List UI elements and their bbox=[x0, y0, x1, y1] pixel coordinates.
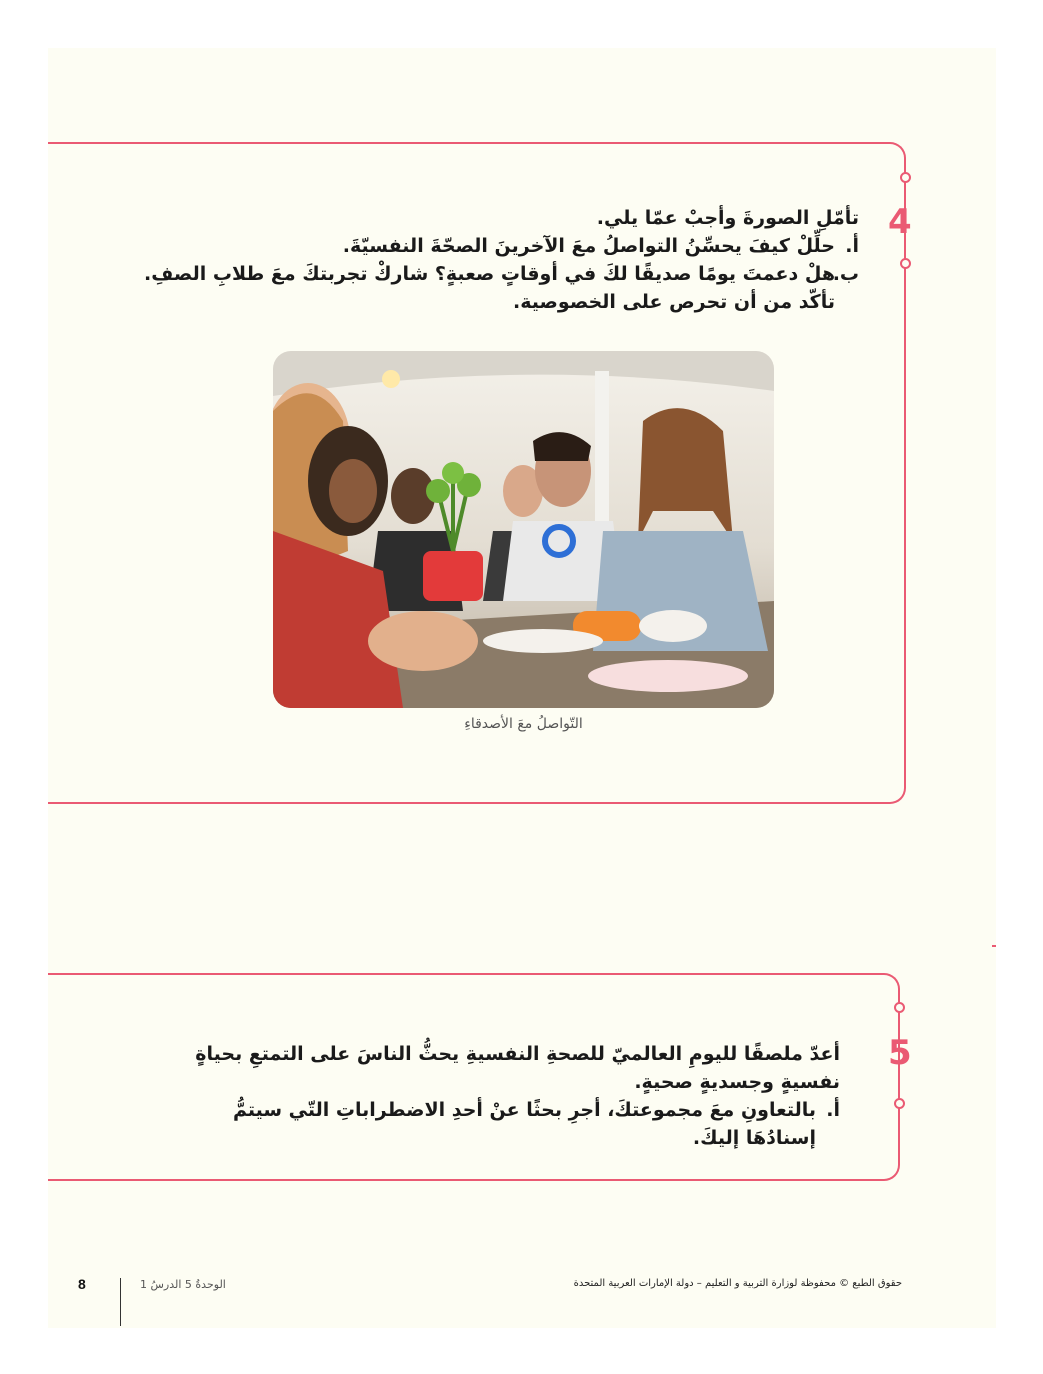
item-text: بالتعاونِ معَ مجموعتكَ، أجرِ بحثًا عنْ أحدِ الاضطراباتِ التّي سيتمُّ إسنادُهَا إليكَ. bbox=[232, 1099, 816, 1149]
question-item bbox=[143, 232, 859, 260]
question-number: 4 bbox=[888, 202, 912, 242]
frame-knob bbox=[894, 1002, 905, 1013]
item-marker: ب. bbox=[832, 263, 859, 285]
footer-divider bbox=[120, 1278, 121, 1326]
page-number: 8 bbox=[78, 1276, 86, 1292]
item-text: هلْ دعمتَ يومًا صديقًا لكَ في أوقاتٍ صعبةٍ؟ شاركْ تجربتكَ معَ طلابِ الصفِ. تأكّد من أن تحرص على الخصوصية. bbox=[144, 263, 835, 313]
item-marker: أ. bbox=[826, 1099, 840, 1121]
photo-caption: التّواصلُ معَ الأصدقاءِ bbox=[464, 716, 583, 732]
page bbox=[48, 48, 996, 1328]
question-number: 5 bbox=[888, 1033, 912, 1073]
question-prompt: تأمّلِ الصورةَ وأجبْ عمّا يلي. bbox=[596, 207, 859, 229]
question-item bbox=[188, 1096, 840, 1152]
question-4-text bbox=[143, 204, 859, 316]
footer-lesson: الوحدةُ 5 الدرسُ 1 bbox=[140, 1278, 226, 1291]
frame-knob bbox=[900, 258, 911, 269]
frame-knob bbox=[900, 172, 911, 183]
item-marker: أ. bbox=[845, 235, 859, 257]
margin-tick bbox=[992, 945, 996, 947]
footer-copyright: حقوق الطبع © محفوظة لوزارة التربية و التعليم – دولة الإمارات العربية المتحدة bbox=[573, 1278, 902, 1289]
item-text: حلِّلْ كيفَ يحسِّنُ التواصلُ معَ الآخرينَ الصحّةَ النفسيّةَ. bbox=[342, 235, 835, 257]
frame-knob bbox=[894, 1098, 905, 1109]
question-item bbox=[143, 260, 859, 316]
question-5-text bbox=[188, 1040, 840, 1152]
question-prompt: أعدّ ملصقًا لليومِ العالميّ للصحةِ النفسيةِ يحثُّ الناسَ على التمتعِ بحياةٍ نفسيةٍ وجسديةٍ صحيةٍ. bbox=[195, 1043, 840, 1093]
friends-photo bbox=[273, 351, 774, 708]
